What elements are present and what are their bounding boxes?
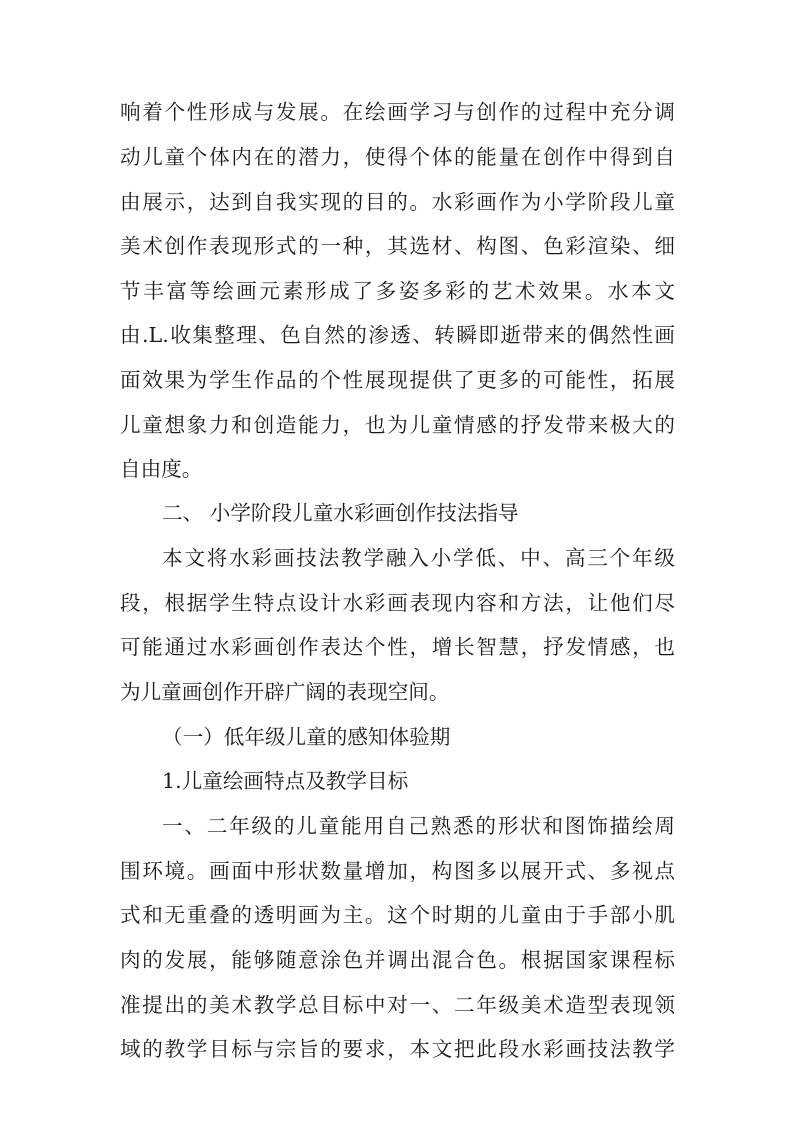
paragraph-line: 肉的发展，能够随意涂色并调出混合色。根据国家课程标: [120, 948, 675, 972]
subsection-heading: （一）低年级儿童的感知体验期: [162, 725, 451, 749]
section-heading: 二、 小学阶段儿童水彩画创作技法指导: [162, 501, 519, 525]
paragraph-line: 为儿童画创作开辟广阔的表现空间。: [120, 680, 450, 704]
paragraph-line: 儿童想象力和创造能力，也为儿童情感的抒发带来极大的: [120, 413, 675, 437]
paragraph-line: 段，根据学生特点设计水彩画表现内容和方法，让他们尽: [120, 591, 675, 615]
paragraph-line: 围环境。画面中形状数量增加，构图多以展开式、多视点: [120, 859, 675, 883]
paragraph-line: 美术创作表现形式的一种，其选材、构图、色彩渲染、细: [120, 234, 675, 258]
paragraph-line: 本文将水彩画技法教学融入小学低、中、高三个年级: [162, 546, 675, 570]
paragraph-line: 自由度。: [120, 457, 203, 481]
paragraph-line: 准提出的美术教学总目标中对一、二年级美术造型表现领: [120, 993, 675, 1017]
paragraph-line: 响着个性形成与发展。在绘画学习与创作的过程中充分调: [120, 100, 675, 124]
paragraph-line: 面效果为学生作品的个性展现提供了更多的可能性，拓展: [120, 368, 675, 392]
paragraph-line: 域的教学目标与宗旨的要求，本文把此段水彩画技法教学: [120, 1037, 675, 1061]
paragraph-line: 节丰富等绘画元素形成了多姿多彩的艺术效果。水本文: [120, 279, 675, 303]
paragraph-line: 式和无重叠的透明画为主。这个时期的儿童由于手部小肌: [120, 903, 675, 927]
paragraph-line: 一、二年级的儿童能用自己熟悉的形状和图饰描绘周: [162, 814, 675, 838]
paragraph-line: 动儿童个体内在的潜力，使得个体的能量在创作中得到自: [120, 145, 675, 169]
subsection-heading: 1.儿童绘画特点及教学目标: [162, 769, 409, 793]
paragraph-line: 由.L.收集整理、色自然的渗透、转瞬即逝带来的偶然性画: [120, 323, 675, 347]
paragraph-line: 可能通过水彩画创作表达个性，增长智慧，抒发情感，也: [120, 635, 675, 659]
paragraph-line: 由展示，达到自我实现的目的。水彩画作为小学阶段儿童: [120, 190, 675, 214]
